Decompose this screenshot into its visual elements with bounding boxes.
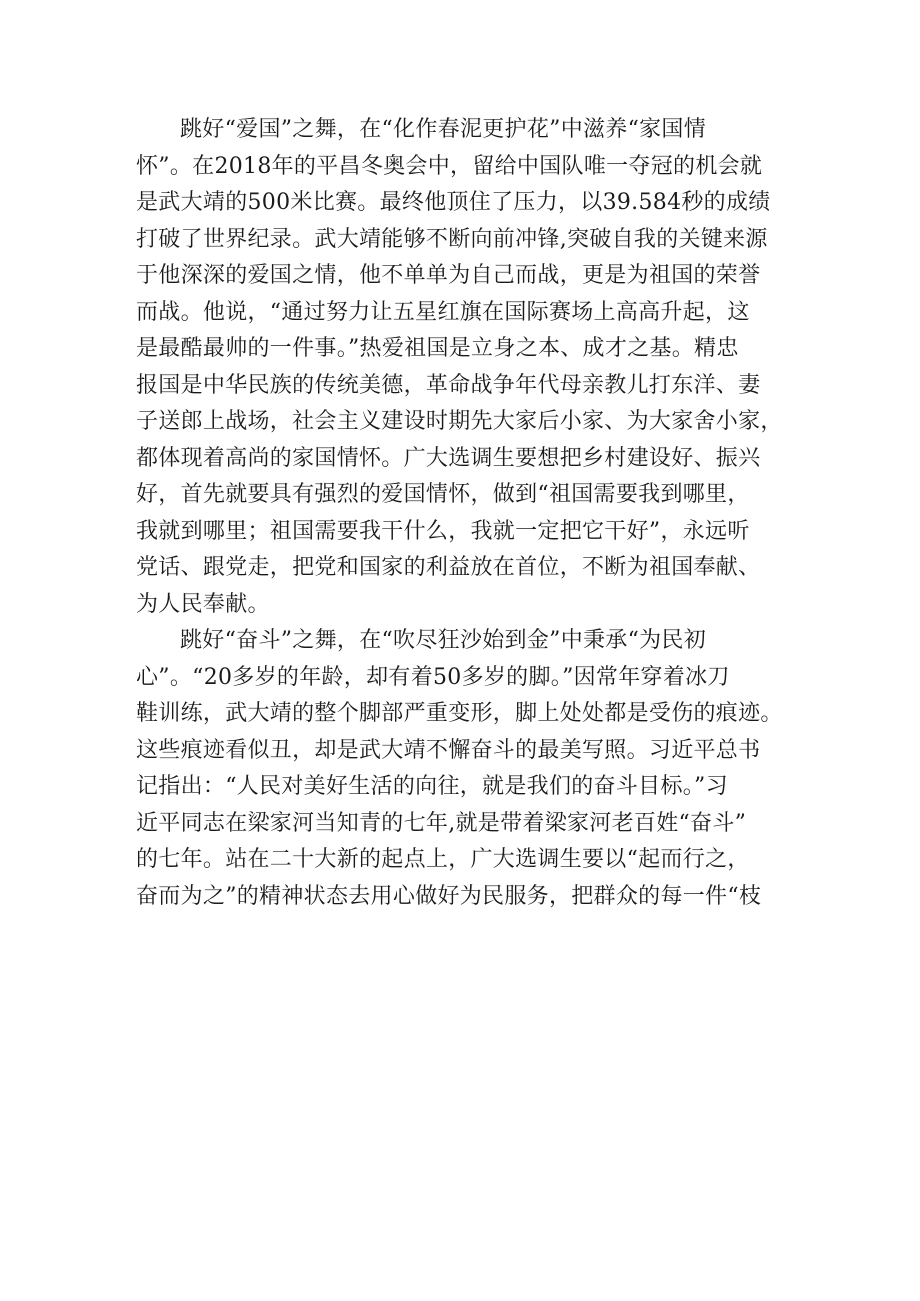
text-line: 跳好“奋斗”之舞，在“吹尽狂沙始到金”中秉承“为民初: [180, 628, 707, 653]
text-line: 报国是中华民族的传统美德，革命战争年代母亲教儿打东洋、妻: [136, 372, 761, 398]
paragraph-struggle: [136, 623, 796, 915]
text-line: 怀”。在2018年的平昌冬奥会中，留给中国队唯一夺冠的机会就: [136, 153, 763, 179]
text-line: 跳好“爱国”之舞，在“化作春泥更护花”中滋养“家国情: [180, 117, 707, 142]
text-line: 的七年。站在二十大新的起点上，广大选调生要以“起而行之，: [136, 847, 750, 872]
text-line: 奋而为之”的精神状态去用心做好为民服务，把群众的每一件“枝: [136, 883, 762, 909]
paragraph-patriotism: [136, 112, 796, 623]
text-line: 而战。他说，“通过努力让五星红旗在国际赛场上高高升起，这: [136, 299, 750, 325]
text-line: 鞋训练，武大靖的整个脚部严重变形，脚上处处都是受伤的痕迹。: [136, 701, 783, 726]
text-line: 为人民奉献。: [136, 591, 270, 617]
text-line: 心”。“20多岁的年龄，却有着50多岁的脚。”因常年穿着冰刀: [136, 664, 730, 690]
text-line: 记指出：“人民对美好生活的向往，就是我们的奋斗目标。”习: [136, 774, 728, 799]
text-line: 子送郎上战场，社会主义建设时期先大家后小家、为大家舍小家，: [136, 409, 783, 434]
text-line: 于他深深的爱国之情，他不单单为自己而战，更是为祖国的荣誉: [136, 263, 761, 288]
text-line: 好，首先就要具有强烈的爱国情怀，做到“祖国需要我到哪里，: [136, 482, 750, 507]
text-line: 我就到哪里；祖国需要我干什么，我就一定把它干好”，永远听: [136, 518, 750, 544]
text-line: 打破了世界纪录。武大靖能够不断向前冲锋,突破自我的关键来源: [136, 226, 768, 252]
text-line: 党话、跟党走，把党和国家的利益放在首位，不断为祖国奉献、: [136, 555, 761, 580]
text-line: 近平同志在梁家河当知青的七年,就是带着梁家河老百姓“奋斗”: [136, 810, 747, 836]
body-text: [136, 112, 796, 915]
text-line: 是最酷最帅的一件事。”热爱祖国是立身之本、成才之基。精忠: [136, 336, 739, 361]
text-line: 都体现着高尚的家国情怀。广大选调生要想把乡村建设好、振兴: [136, 445, 761, 471]
text-line: 是武大靖的500米比赛。最终他顶住了压力，以39.584秒的成绩: [136, 190, 771, 215]
text-line: 这些痕迹看似丑，却是武大靖不懈奋斗的最美写照。习近平总书: [136, 737, 761, 763]
